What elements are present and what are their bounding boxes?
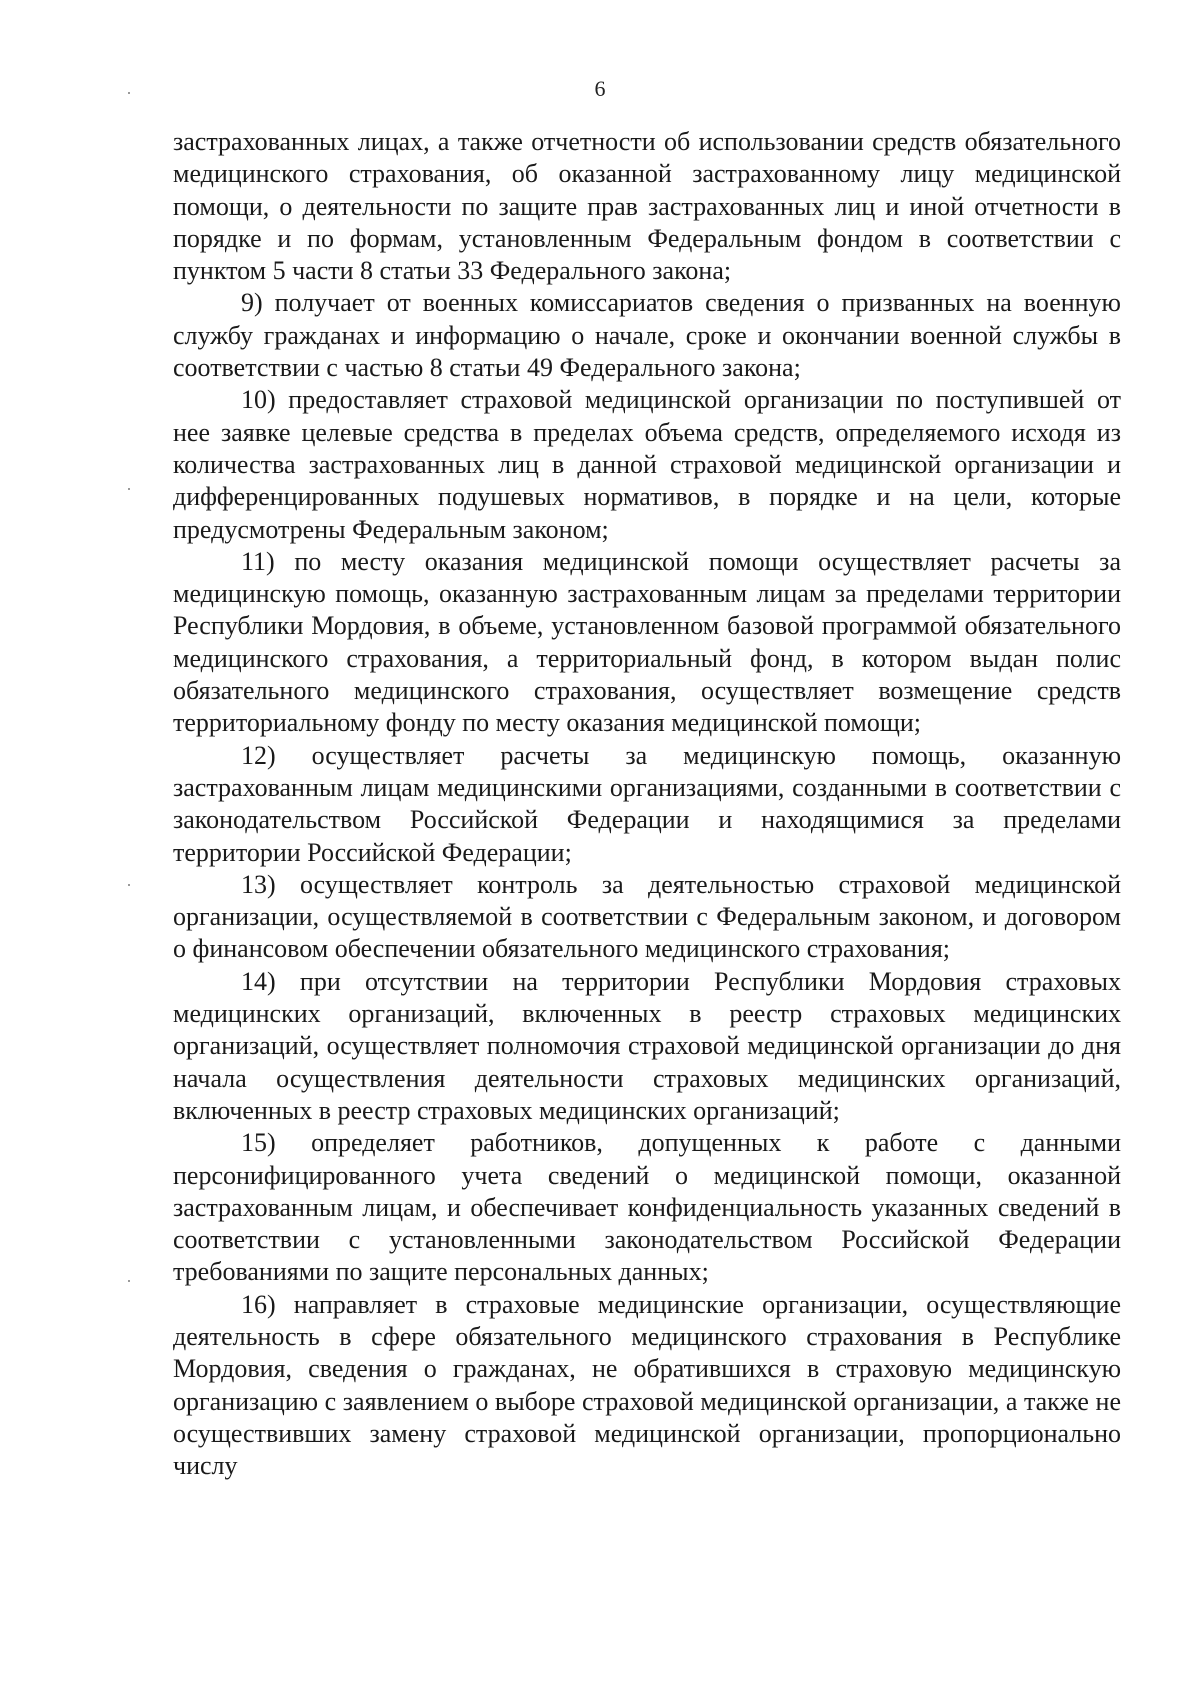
scan-mark (128, 1280, 130, 1282)
paragraph-item-13: 13) осуществляет контроль за деятельностью страховой медицинской организации, осуществляемой в соответствии с Федеральным законом, и договором о финансовом обеспечении обязательного медицинского страхования; (173, 869, 1121, 964)
paragraph-item-14: 14) при отсутствии на территории Республики Мордовия страховых медицинских организаций, включенных в реестр страховых медицинских организаций, осуществляет полномочия страховой медицинской организации до дня начала осуществления деятельности страховых медицинских организаций, включенных в реестр страховых медицинских организаций; (173, 966, 1121, 1125)
scan-mark (128, 884, 130, 886)
scan-mark (128, 488, 130, 490)
paragraph-item-16: 16) направляет в страховые медицинские организации, осуществляющие деятельность в сфере обязательного медицинского страхования в Республике Мордовия, сведения о гражданах, не обратившихся в страховую медицинскую организацию с заявлением о выборе страховой медицинской организации, а также не осуществивших замену страховой медицинской организации, пропорционально числу (173, 1289, 1121, 1481)
paragraph-item-12: 12) осуществляет расчеты за медицинскую помощь, оказанную застрахованным лицам медицинскими организациями, созданными в соответствии с законодательством Российской Федерации и находящимися за пределами территории Российской Федерации; (173, 740, 1121, 867)
document-body (173, 126, 1121, 1482)
paragraph-item-15: 15) определяет работников, допущенных к работе с данными персонифицированного учета сведений о медицинской помощи, оказанной застрахованным лицам, и обеспечивает конфиденциальность указанных сведений в соответствии с установленными законодательством Российской Федерации требованиями по защите персональных данных; (173, 1128, 1121, 1287)
paragraph-item-11: 11) по месту оказания медицинской помощи осуществляет расчеты за медицинскую помощь, оказанную застрахованным лицам за пределами территории Республики Мордовия, в объеме, установленном базовой программой обязательного медицинского страхования, а территориальный фонд, в котором выдан полис обязательного медицинского страхования, осуществляет возмещение средств территориальному фонду по месту оказания медицинской помощи; (173, 546, 1121, 738)
scan-mark (128, 92, 130, 94)
paragraph-item-10: 10) предоставляет страховой медицинской организации по поступившей от нее заявке целевые средства в пределах объема средств, определяемого исходя из количества застрахованных лиц в данной страховой медицинской организации и дифференцированных подушевых нормативов, в порядке и на цели, которые предусмотрены Федеральным законом; (173, 385, 1121, 544)
paragraph-continuation: застрахованных лицах, а также отчетности об использовании средств обязательного медицинского страхования, об оказанной застрахованному лицу медицинской помощи, о деятельности по защите прав застрахованных лиц и иной отчетности в порядке и по формам, установленным Федеральным фондом в соответствии с пунктом 5 части 8 статьи 33 Федерального закона; (173, 127, 1121, 286)
page-number: 6 (594, 76, 606, 101)
paragraph-item-9: 9) получает от военных комиссариатов сведения о призванных на военную службу гражданах и информацию о начале, сроке и окончании военной службы в соответствии с частью 8 статьи 49 Федерального закона; (173, 288, 1121, 383)
